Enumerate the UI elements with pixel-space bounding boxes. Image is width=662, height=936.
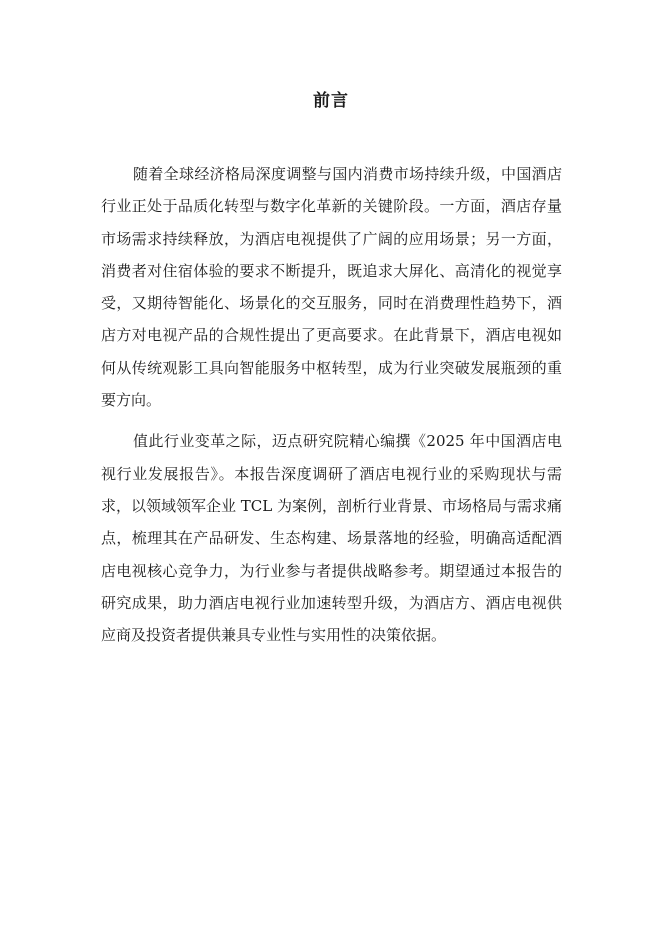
paragraph: 随着全球经济格局深度调整与国内消费市场持续升级，中国酒店行业正处于品质化转型与数字化革新的关键阶段。一方面，酒店存量市场需求持续释放，为酒店电视提供了广阔的应用场景；另一方面，消费者对住宿体验的要求不断提升，既追求大屏化、高清化的视觉享受，又期待智能化、场景化的交互服务，同时在消费理性趋势下，酒店方对电视产品的合规性提出了更高要求。在此背景下，酒店电视如何从传统观影工具向智能服务中枢转型，成为行业突破发展瓶颈的重要方向。 (101, 165, 562, 410)
preface-body (101, 158, 562, 651)
paragraph: 值此行业变革之际，迈点研究院精心编撰《2025 年中国酒店电视行业发展报告》。本报告深度调研了酒店电视行业的采购现状与需求，以领域领军企业 TCL 为案例，剖析行业背景、市场格局与需求痛点，梳理其在产品研发、生态构建、场景落地的经验，明确高适配酒店电视核心竞争力，为行业参与者提供战略参考。期望通过本报告的研究成果，助力酒店电视行业加速转型升级，为酒店方、酒店电视供应商及投资者提供兼具专业性与实用性的决策依据。 (101, 432, 562, 645)
page-title: 前言 (313, 91, 349, 111)
